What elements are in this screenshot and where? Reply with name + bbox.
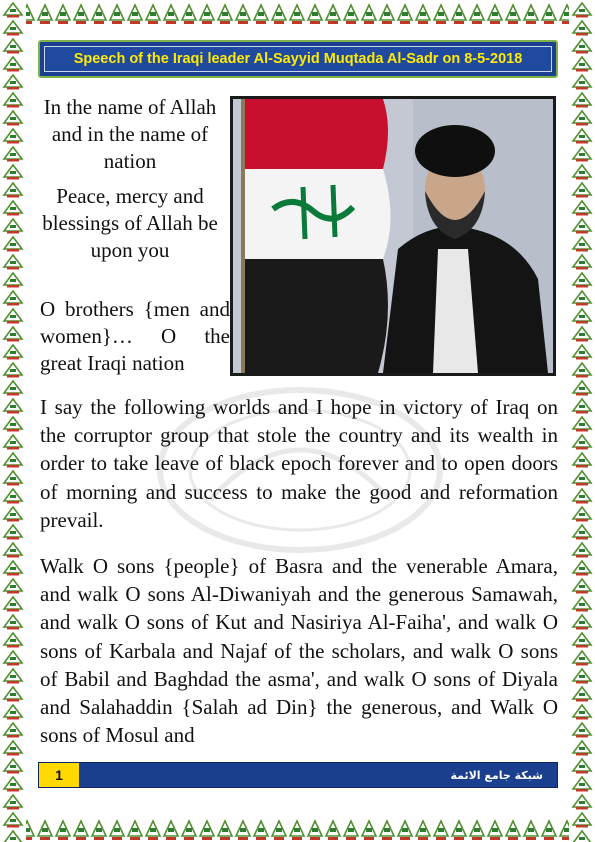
opening-greeting — [40, 94, 220, 272]
body-paragraph — [40, 393, 558, 534]
title-banner — [38, 40, 558, 78]
page-footer — [38, 762, 558, 788]
body-paragraph — [40, 552, 558, 749]
title-banner-inner — [44, 46, 552, 72]
intro-paragraph: In the name of Allah and in the name of nation — [43, 95, 217, 173]
speaker-photo — [230, 96, 556, 376]
address-line: O brothers {men and women}… O the great Iraqi nation — [40, 297, 230, 375]
decorative-border-bottom — [0, 816, 595, 842]
document-title: Speech of the Iraqi leader Al-Sayyid Muqtada Al-Sadr on 8-5-2018 — [73, 51, 523, 67]
paragraph-text: Walk O sons {people} of Basra and the venerable Amara, and walk O sons Al-Diwaniyah and the generous Samawah, and walk O sons of Kut and Nasiriya Al-Faiha', and walk O sons of Karbala and Najaf of the scholars, and walk O sons of Babil and Baghdad the asma', and walk O sons of Diyala and Salahaddin {Salah ad Din} the generous, and Walk O sons of Mosul and — [40, 554, 558, 748]
intro-paragraph: Peace, mercy and blessings of Allah be upon you — [42, 184, 218, 262]
paragraph-text: I say the following worlds and I hope in victory of Iraq on the corruptor group that stole the country and its wealth in order to take leave of black epoch forever and to open doors of morning and success to make the good and reformation prevail. — [40, 395, 558, 532]
site-name: شبكة جامع الائمة — [450, 768, 543, 782]
decorative-border-right — [569, 0, 595, 842]
decorative-border-left — [0, 0, 26, 842]
decorative-border-top — [0, 0, 595, 26]
page-number: 1 — [39, 763, 79, 787]
